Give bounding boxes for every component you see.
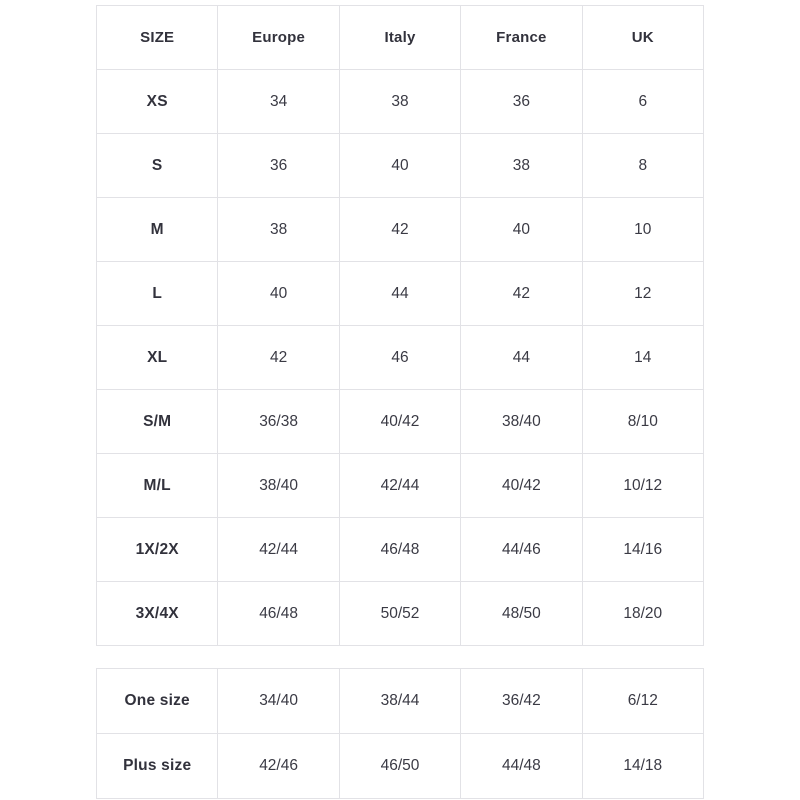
cell-italy: 46 — [339, 326, 460, 390]
cell-italy: 50/52 — [339, 582, 460, 646]
cell-italy: 38/44 — [339, 669, 460, 734]
extra-size-table-container — [96, 668, 704, 799]
cell-france: 40/42 — [461, 454, 582, 518]
cell-italy: 44 — [339, 262, 460, 326]
table-row — [97, 734, 704, 799]
table-header — [97, 6, 704, 70]
extra-size-table — [96, 668, 704, 799]
cell-france: 36 — [461, 70, 582, 134]
row-label: One size — [97, 669, 218, 734]
table-body — [97, 669, 704, 799]
cell-italy: 40/42 — [339, 390, 460, 454]
table-row — [97, 669, 704, 734]
cell-uk: 8/10 — [582, 390, 703, 454]
row-label: XL — [97, 326, 218, 390]
cell-italy: 42 — [339, 198, 460, 262]
table-row — [97, 390, 704, 454]
cell-europe: 42/44 — [218, 518, 339, 582]
cell-italy: 46/50 — [339, 734, 460, 799]
cell-france: 44/48 — [461, 734, 582, 799]
cell-uk: 8 — [582, 134, 703, 198]
table-row — [97, 582, 704, 646]
column-header-europe: Europe — [218, 6, 339, 70]
row-label: M/L — [97, 454, 218, 518]
table-row — [97, 134, 704, 198]
row-label: 3X/4X — [97, 582, 218, 646]
row-label: L — [97, 262, 218, 326]
cell-italy: 42/44 — [339, 454, 460, 518]
column-header-size: SIZE — [97, 6, 218, 70]
cell-france: 40 — [461, 198, 582, 262]
row-label: M — [97, 198, 218, 262]
table-body — [97, 70, 704, 646]
table-row — [97, 454, 704, 518]
cell-uk: 14 — [582, 326, 703, 390]
cell-france: 48/50 — [461, 582, 582, 646]
main-size-table — [96, 5, 704, 646]
cell-italy: 38 — [339, 70, 460, 134]
cell-italy: 40 — [339, 134, 460, 198]
row-label: S — [97, 134, 218, 198]
cell-uk: 18/20 — [582, 582, 703, 646]
column-header-uk: UK — [582, 6, 703, 70]
cell-uk: 10/12 — [582, 454, 703, 518]
cell-france: 36/42 — [461, 669, 582, 734]
cell-europe: 38/40 — [218, 454, 339, 518]
table-row — [97, 70, 704, 134]
table-row — [97, 262, 704, 326]
cell-europe: 38 — [218, 198, 339, 262]
cell-italy: 46/48 — [339, 518, 460, 582]
table-row — [97, 198, 704, 262]
column-header-france: France — [461, 6, 582, 70]
row-label: XS — [97, 70, 218, 134]
cell-uk: 12 — [582, 262, 703, 326]
cell-europe: 36 — [218, 134, 339, 198]
table-row — [97, 326, 704, 390]
row-label: S/M — [97, 390, 218, 454]
cell-europe: 34/40 — [218, 669, 339, 734]
main-size-table-container — [96, 5, 704, 646]
row-label: Plus size — [97, 734, 218, 799]
cell-europe: 42/46 — [218, 734, 339, 799]
cell-france: 38/40 — [461, 390, 582, 454]
cell-europe: 46/48 — [218, 582, 339, 646]
cell-uk: 6 — [582, 70, 703, 134]
cell-europe: 36/38 — [218, 390, 339, 454]
table-row — [97, 518, 704, 582]
cell-europe: 42 — [218, 326, 339, 390]
cell-uk: 14/18 — [582, 734, 703, 799]
cell-france: 38 — [461, 134, 582, 198]
cell-france: 44/46 — [461, 518, 582, 582]
cell-uk: 14/16 — [582, 518, 703, 582]
cell-europe: 40 — [218, 262, 339, 326]
cell-uk: 6/12 — [582, 669, 703, 734]
cell-france: 42 — [461, 262, 582, 326]
column-header-italy: Italy — [339, 6, 460, 70]
cell-europe: 34 — [218, 70, 339, 134]
cell-france: 44 — [461, 326, 582, 390]
table-header-row — [97, 6, 704, 70]
row-label: 1X/2X — [97, 518, 218, 582]
cell-uk: 10 — [582, 198, 703, 262]
